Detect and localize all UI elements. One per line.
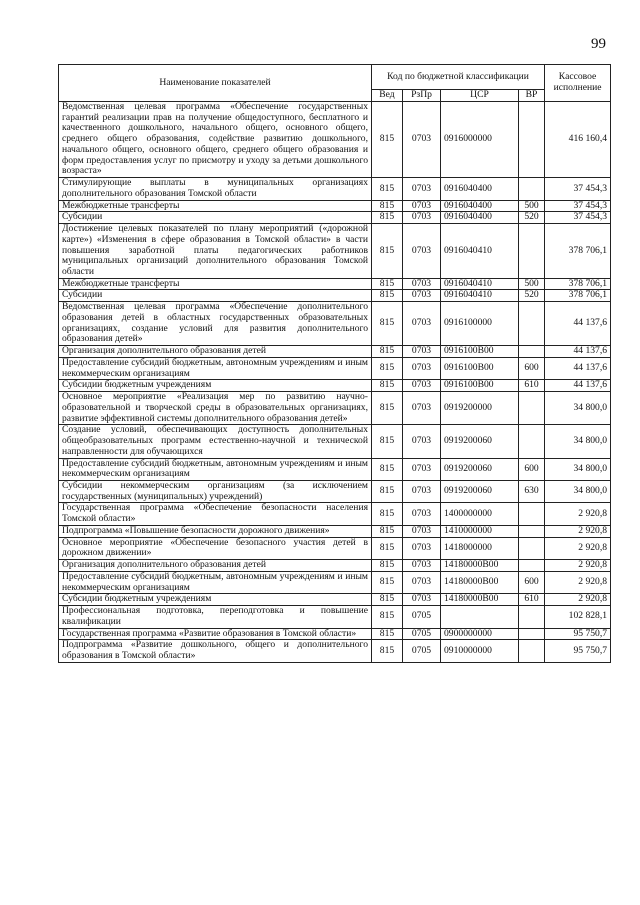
cell-csr: 0919200060 xyxy=(441,458,519,480)
cell-csr: 1400000000 xyxy=(441,503,519,525)
cell-rzpr: 0703 xyxy=(403,200,441,212)
table-row xyxy=(59,480,611,502)
cell-csr: 0916040400 xyxy=(441,200,519,212)
cell-ved: 815 xyxy=(372,628,403,640)
table-row xyxy=(59,628,611,640)
cell-amount: 34 800,0 xyxy=(545,480,611,502)
cell-ved: 815 xyxy=(372,480,403,502)
cell-ved: 815 xyxy=(372,537,403,559)
table-row xyxy=(59,178,611,200)
cell-amount: 2 920,8 xyxy=(545,525,611,537)
cell-rzpr: 0703 xyxy=(403,525,441,537)
cell-vr xyxy=(519,224,545,279)
cell-name: Межбюджетные трансферты xyxy=(59,278,372,290)
cell-rzpr: 0705 xyxy=(403,640,441,662)
table-row xyxy=(59,102,611,178)
page-number: 99 xyxy=(591,36,606,52)
cell-name: Государственная программа «Развитие образования в Томской области» xyxy=(59,628,372,640)
table-row xyxy=(59,224,611,279)
cell-name: Организация дополнительного образования детей xyxy=(59,346,372,358)
cell-csr: 0910000000 xyxy=(441,640,519,662)
cell-rzpr: 0705 xyxy=(403,628,441,640)
cell-csr: 14180000В00 xyxy=(441,594,519,606)
cell-amount: 2 920,8 xyxy=(545,594,611,606)
cell-csr: 0916000000 xyxy=(441,102,519,178)
cell-vr: 500 xyxy=(519,200,545,212)
cell-vr: 500 xyxy=(519,278,545,290)
cell-ved: 815 xyxy=(372,458,403,480)
cell-ved: 815 xyxy=(372,302,403,346)
table-row xyxy=(59,560,611,572)
cell-ved: 815 xyxy=(372,392,403,425)
cell-amount: 34 800,0 xyxy=(545,392,611,425)
cell-ved: 815 xyxy=(372,102,403,178)
cell-name: Межбюджетные трансферты xyxy=(59,200,372,212)
cell-amount: 2 920,8 xyxy=(545,571,611,593)
cell-ved: 815 xyxy=(372,594,403,606)
cell-csr: 14180000В00 xyxy=(441,560,519,572)
cell-ved: 815 xyxy=(372,571,403,593)
cell-csr: 0916100000 xyxy=(441,302,519,346)
cell-vr xyxy=(519,392,545,425)
cell-csr: 1410000000 xyxy=(441,525,519,537)
cell-name: Подпрограмма «Развитие дошкольного, общего и дополнительного образования в Томской области» xyxy=(59,640,372,662)
table-row xyxy=(59,392,611,425)
header-name: Наименование показателей xyxy=(59,65,372,102)
table-row xyxy=(59,278,611,290)
cell-vr xyxy=(519,606,545,628)
cell-vr: 520 xyxy=(519,212,545,224)
cell-amount: 95 750,7 xyxy=(545,640,611,662)
cell-amount: 378 706,1 xyxy=(545,278,611,290)
cell-vr: 610 xyxy=(519,380,545,392)
cell-name: Субсидии бюджетным учреждениям xyxy=(59,594,372,606)
cell-rzpr: 0703 xyxy=(403,537,441,559)
table-row xyxy=(59,537,611,559)
cell-ved: 815 xyxy=(372,640,403,662)
cell-amount: 416 160,4 xyxy=(545,102,611,178)
table-row xyxy=(59,357,611,379)
cell-rzpr: 0703 xyxy=(403,102,441,178)
cell-ved: 815 xyxy=(372,503,403,525)
cell-amount: 34 800,0 xyxy=(545,425,611,458)
cell-amount: 44 137,6 xyxy=(545,357,611,379)
cell-csr: 0900000000 xyxy=(441,628,519,640)
cell-name: Субсидии некоммерческим организациям (за исключением государственных (муниципальных) учреждений) xyxy=(59,480,372,502)
cell-vr xyxy=(519,346,545,358)
cell-amount: 34 800,0 xyxy=(545,458,611,480)
cell-rzpr: 0703 xyxy=(403,346,441,358)
header-csr: ЦСР xyxy=(441,90,519,102)
cell-ved: 815 xyxy=(372,425,403,458)
cell-vr xyxy=(519,640,545,662)
cell-csr: 0916100В00 xyxy=(441,380,519,392)
cell-ved: 815 xyxy=(372,606,403,628)
cell-csr: 0916100В00 xyxy=(441,346,519,358)
cell-name: Основное мероприятие «Обеспечение безопасного участия детей в дорожном движении» xyxy=(59,537,372,559)
cell-vr xyxy=(519,102,545,178)
header-vr: ВР xyxy=(519,90,545,102)
cell-amount: 44 137,6 xyxy=(545,380,611,392)
cell-vr xyxy=(519,525,545,537)
cell-rzpr: 0703 xyxy=(403,458,441,480)
cell-rzpr: 0703 xyxy=(403,425,441,458)
cell-csr: 0916040410 xyxy=(441,224,519,279)
table-row xyxy=(59,503,611,525)
cell-name: Субсидии xyxy=(59,290,372,302)
cell-ved: 815 xyxy=(372,525,403,537)
cell-ved: 815 xyxy=(372,290,403,302)
cell-vr xyxy=(519,503,545,525)
table-row xyxy=(59,290,611,302)
cell-ved: 815 xyxy=(372,200,403,212)
cell-rzpr: 0703 xyxy=(403,178,441,200)
table-row xyxy=(59,346,611,358)
table-row xyxy=(59,594,611,606)
table-row xyxy=(59,606,611,628)
cell-csr: 0919200060 xyxy=(441,480,519,502)
table-row xyxy=(59,200,611,212)
cell-csr: 0916100В00 xyxy=(441,357,519,379)
header-code-group: Код по бюджетной классификации xyxy=(372,65,545,90)
cell-csr xyxy=(441,606,519,628)
cell-ved: 815 xyxy=(372,346,403,358)
cell-name: Создание условий, обеспечивающих доступность дополнительных общеобразовательных программ естественно-научной и технической направленности для обучающихся xyxy=(59,425,372,458)
cell-ved: 815 xyxy=(372,212,403,224)
cell-name: Профессиональная подготовка, переподготовка и повышение квалификации xyxy=(59,606,372,628)
table-row xyxy=(59,571,611,593)
cell-name: Организация дополнительного образования детей xyxy=(59,560,372,572)
cell-rzpr: 0703 xyxy=(403,302,441,346)
cell-vr xyxy=(519,628,545,640)
cell-csr: 0916040400 xyxy=(441,178,519,200)
cell-amount: 378 706,1 xyxy=(545,224,611,279)
cell-rzpr: 0703 xyxy=(403,480,441,502)
cell-vr xyxy=(519,560,545,572)
cell-csr: 0919200060 xyxy=(441,425,519,458)
table-row xyxy=(59,640,611,662)
table-row xyxy=(59,380,611,392)
cell-name: Субсидии xyxy=(59,212,372,224)
cell-amount: 44 137,6 xyxy=(545,302,611,346)
cell-vr: 600 xyxy=(519,357,545,379)
cell-amount: 37 454,3 xyxy=(545,178,611,200)
cell-name: Предоставление субсидий бюджетным, автономным учреждениям и иным некоммерческим организациям xyxy=(59,571,372,593)
cell-name: Государственная программа «Обеспечение безопасности населения Томской области» xyxy=(59,503,372,525)
cell-vr: 630 xyxy=(519,480,545,502)
cell-name: Стимулирующие выплаты в муниципальных организациях дополнительного образования Томской области xyxy=(59,178,372,200)
cell-csr: 0916040410 xyxy=(441,278,519,290)
cell-rzpr: 0703 xyxy=(403,224,441,279)
table-row xyxy=(59,525,611,537)
cell-rzpr: 0703 xyxy=(403,290,441,302)
cell-rzpr: 0705 xyxy=(403,606,441,628)
header-amount: Кассовое исполнение xyxy=(545,65,611,102)
cell-csr: 1418000000 xyxy=(441,537,519,559)
cell-amount: 378 706,1 xyxy=(545,290,611,302)
cell-name: Достижение целевых показателей по плану мероприятий («дорожной карте») «Изменения в сфере образования в Томской области» в части повышения заработной платы педагогических работников муниципальных организаций дополнительного образования Томской области xyxy=(59,224,372,279)
cell-ved: 815 xyxy=(372,560,403,572)
cell-name: Подпрограмма «Повышение безопасности дорожного движения» xyxy=(59,525,372,537)
cell-vr xyxy=(519,302,545,346)
cell-amount: 2 920,8 xyxy=(545,560,611,572)
cell-rzpr: 0703 xyxy=(403,503,441,525)
cell-vr xyxy=(519,425,545,458)
cell-amount: 37 454,3 xyxy=(545,212,611,224)
header-ved: Вед xyxy=(372,90,403,102)
cell-csr: 0916040400 xyxy=(441,212,519,224)
cell-rzpr: 0703 xyxy=(403,392,441,425)
cell-amount: 102 828,1 xyxy=(545,606,611,628)
cell-rzpr: 0703 xyxy=(403,560,441,572)
cell-ved: 815 xyxy=(372,357,403,379)
cell-ved: 815 xyxy=(372,278,403,290)
cell-name: Предоставление субсидий бюджетным, автономным учреждениям и иным некоммерческим организациям xyxy=(59,357,372,379)
cell-vr: 600 xyxy=(519,458,545,480)
cell-rzpr: 0703 xyxy=(403,380,441,392)
cell-ved: 815 xyxy=(372,380,403,392)
cell-rzpr: 0703 xyxy=(403,594,441,606)
cell-csr: 0919200000 xyxy=(441,392,519,425)
cell-amount: 2 920,8 xyxy=(545,503,611,525)
cell-vr: 520 xyxy=(519,290,545,302)
cell-amount: 2 920,8 xyxy=(545,537,611,559)
table-row xyxy=(59,212,611,224)
cell-ved: 815 xyxy=(372,178,403,200)
cell-ved: 815 xyxy=(372,224,403,279)
cell-rzpr: 0703 xyxy=(403,278,441,290)
cell-name: Ведомственная целевая программа «Обеспечение дополнительного образования детей в областных государственных образовательных организациях, создание условий для развития дополнительного образования детей» xyxy=(59,302,372,346)
cell-amount: 44 137,6 xyxy=(545,346,611,358)
cell-vr: 610 xyxy=(519,594,545,606)
cell-rzpr: 0703 xyxy=(403,212,441,224)
cell-name: Основное мероприятие «Реализация мер по развитию научно-образовательной и творческой среды в образовательных организациях, развитие эффективной системы дополнительного образования детей» xyxy=(59,392,372,425)
table-row xyxy=(59,425,611,458)
table-row xyxy=(59,302,611,346)
cell-vr xyxy=(519,537,545,559)
cell-csr: 14180000В00 xyxy=(441,571,519,593)
cell-csr: 0916040410 xyxy=(441,290,519,302)
cell-name: Субсидии бюджетным учреждениям xyxy=(59,380,372,392)
cell-vr: 600 xyxy=(519,571,545,593)
cell-rzpr: 0703 xyxy=(403,571,441,593)
budget-table xyxy=(58,64,611,663)
cell-name: Ведомственная целевая программа «Обеспечение государственных гарантий реализации прав на получение общедоступного, бесплатного и качественного дошкольного, начального общего, основного общего, среднего общего образования, содействие развитию дошкольного, начального общего, основного общего, среднего общего образования и форм предоставления услуг по присмотру и уходу за детьми дошкольного возраста» xyxy=(59,102,372,178)
table-row xyxy=(59,458,611,480)
cell-amount: 95 750,7 xyxy=(545,628,611,640)
cell-vr xyxy=(519,178,545,200)
cell-amount: 37 454,3 xyxy=(545,200,611,212)
cell-rzpr: 0703 xyxy=(403,357,441,379)
cell-name: Предоставление субсидий бюджетным, автономным учреждениям и иным некоммерческим организациям xyxy=(59,458,372,480)
header-rzpr: РзПр xyxy=(403,90,441,102)
